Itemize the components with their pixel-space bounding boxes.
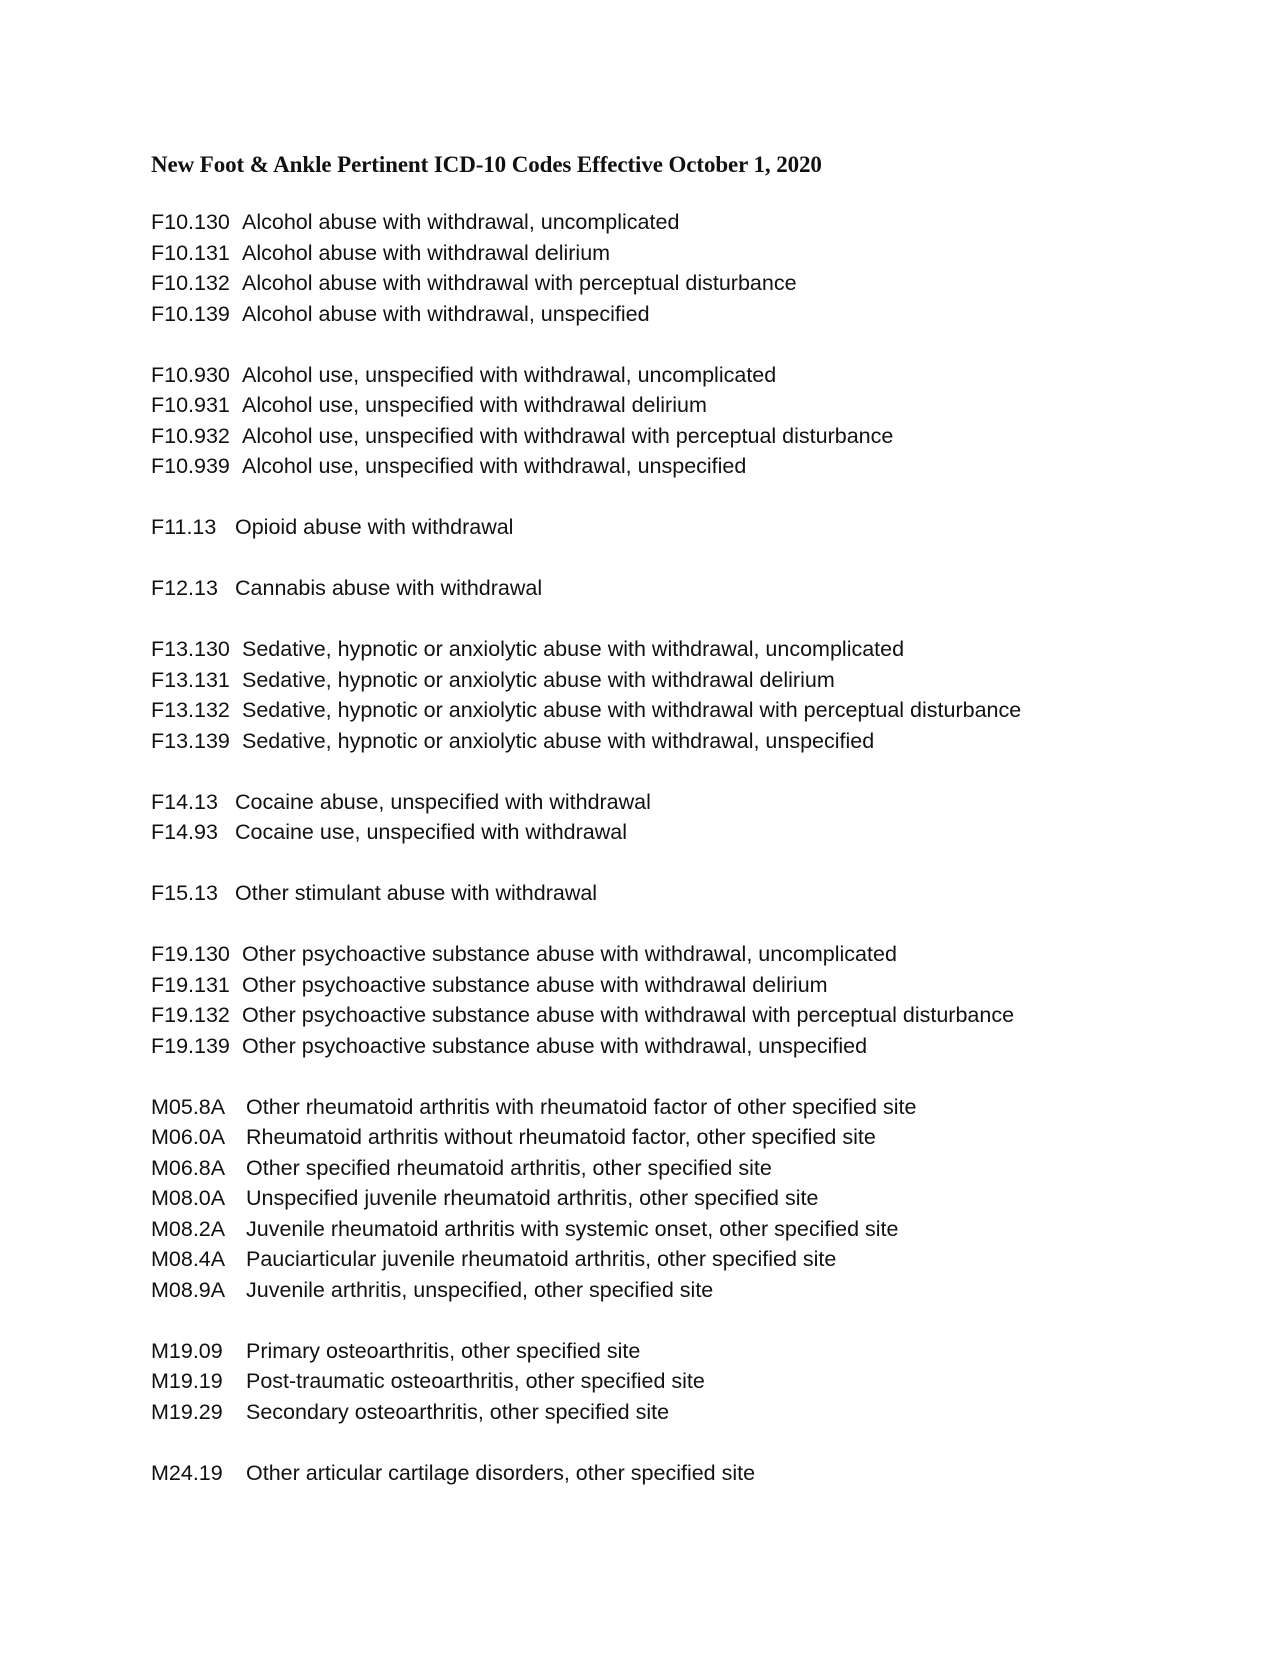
code-list — [151, 207, 1231, 1488]
code-description: Juvenile rheumatoid arthritis with systemic onset, other specified site — [246, 1216, 899, 1241]
code-description: Alcohol use, unspecified with withdrawal with perceptual disturbance — [242, 423, 894, 448]
code-description: Unspecified juvenile rheumatoid arthritis, other specified site — [246, 1186, 819, 1210]
code-entry — [151, 268, 1231, 299]
icd-code: M06.0A — [151, 1125, 226, 1149]
icd-code: F13.131 — [151, 667, 230, 692]
code-entry — [151, 1092, 1231, 1123]
icd-code: F10.939 — [151, 454, 230, 478]
code-entry — [151, 512, 1231, 543]
icd-code: F13.132 — [151, 698, 230, 722]
code-entry — [151, 451, 1231, 482]
icd-code: M08.2A — [151, 1216, 226, 1241]
code-group-m05-m08 — [151, 1092, 1231, 1306]
icd-code: F10.931 — [151, 393, 230, 417]
code-description: Alcohol abuse with withdrawal, unspecified — [242, 301, 650, 326]
code-entry — [151, 1275, 1231, 1306]
code-description: Alcohol use, unspecified with withdrawal, uncomplicated — [242, 362, 777, 387]
code-description: Primary osteoarthritis, other specified site — [246, 1338, 641, 1363]
code-entry — [151, 1366, 1231, 1397]
icd-code: F10.132 — [151, 271, 230, 295]
code-group-f10-1 — [151, 207, 1231, 329]
code-description: Juvenile arthritis, unspecified, other specified site — [246, 1277, 714, 1302]
code-entry — [151, 970, 1231, 1001]
code-description: Rheumatoid arthritis without rheumatoid factor, other specified site — [246, 1125, 876, 1149]
code-group-f13 — [151, 634, 1231, 756]
icd-code: F10.139 — [151, 301, 230, 326]
icd-code: F13.130 — [151, 637, 230, 661]
code-group-f11 — [151, 512, 1231, 543]
code-description: Alcohol abuse with withdrawal delirium — [242, 240, 611, 265]
code-description: Other psychoactive substance abuse with withdrawal delirium — [242, 972, 828, 997]
code-description: Alcohol abuse with withdrawal, uncomplicated — [242, 210, 680, 234]
icd-code: M08.9A — [151, 1277, 226, 1302]
code-entry — [151, 1458, 1231, 1489]
code-entry — [151, 238, 1231, 269]
icd-code: F14.13 — [151, 789, 218, 814]
code-description: Sedative, hypnotic or anxiolytic abuse with withdrawal, uncomplicated — [242, 637, 905, 661]
code-description: Alcohol use, unspecified with withdrawal delirium — [242, 393, 707, 417]
code-entry — [151, 1214, 1231, 1245]
icd-code: F15.13 — [151, 881, 218, 905]
icd-code: F10.930 — [151, 362, 230, 387]
code-description: Pauciarticular juvenile rheumatoid arthritis, other specified site — [246, 1247, 837, 1271]
code-entry — [151, 817, 1231, 848]
code-description: Sedative, hypnotic or anxiolytic abuse with withdrawal with perceptual disturbance — [242, 698, 1022, 722]
code-group-f14 — [151, 787, 1231, 848]
icd-code: F10.932 — [151, 423, 230, 448]
code-entry — [151, 665, 1231, 696]
code-description: Other psychoactive substance abuse with withdrawal, uncomplicated — [242, 942, 897, 966]
code-entry — [151, 1153, 1231, 1184]
code-group-f19 — [151, 939, 1231, 1061]
icd-code: F19.130 — [151, 942, 230, 966]
icd-code: F11.13 — [151, 515, 217, 539]
code-description: Other psychoactive substance abuse with withdrawal with perceptual disturbance — [242, 1003, 1015, 1027]
code-entry — [151, 1244, 1231, 1275]
code-entry — [151, 390, 1231, 421]
icd-code: M08.4A — [151, 1247, 226, 1271]
code-entry — [151, 1122, 1231, 1153]
code-entry — [151, 1031, 1231, 1062]
icd-code: F19.132 — [151, 1003, 230, 1027]
code-description: Other specified rheumatoid arthritis, other specified site — [246, 1155, 772, 1180]
code-description: Other stimulant abuse with withdrawal — [235, 881, 598, 905]
code-entry — [151, 1000, 1231, 1031]
code-entry — [151, 1183, 1231, 1214]
code-description: Sedative, hypnotic or anxiolytic abuse with withdrawal, unspecified — [242, 728, 875, 753]
code-description: Cocaine use, unspecified with withdrawal — [235, 820, 627, 844]
icd-code: F10.131 — [151, 240, 230, 265]
icd-code: M06.8A — [151, 1155, 226, 1180]
code-description: Cocaine abuse, unspecified with withdrawal — [235, 789, 651, 814]
code-entry — [151, 360, 1231, 391]
code-entry — [151, 299, 1231, 330]
code-description: Secondary osteoarthritis, other specified site — [246, 1399, 670, 1424]
icd-code: M19.29 — [151, 1399, 223, 1424]
code-description: Other rheumatoid arthritis with rheumatoid factor of other specified site — [246, 1094, 917, 1119]
icd-code: F12.13 — [151, 576, 218, 600]
icd-code: M24.19 — [151, 1460, 223, 1485]
icd-code: M08.0A — [151, 1186, 226, 1210]
document-title: New Foot & Ankle Pertinent ICD-10 Codes Effective October 1, 2020 — [151, 152, 822, 177]
icd-code: F19.131 — [151, 972, 230, 997]
code-entry — [151, 634, 1231, 665]
code-entry — [151, 878, 1231, 909]
code-group-f15 — [151, 878, 1231, 909]
code-entry — [151, 939, 1231, 970]
code-entry — [151, 573, 1231, 604]
code-description: Other articular cartilage disorders, other specified site — [246, 1460, 756, 1485]
code-group-m24 — [151, 1458, 1231, 1489]
code-group-f12 — [151, 573, 1231, 604]
code-entry — [151, 1397, 1231, 1428]
code-description: Cannabis abuse with withdrawal — [235, 576, 543, 600]
icd-code: M05.8A — [151, 1094, 226, 1119]
code-entry — [151, 695, 1231, 726]
icd-code: F13.139 — [151, 728, 230, 753]
code-description: Alcohol use, unspecified with withdrawal, unspecified — [242, 454, 747, 478]
code-group-m19 — [151, 1336, 1231, 1428]
code-entry — [151, 1336, 1231, 1367]
code-description: Other psychoactive substance abuse with withdrawal, unspecified — [242, 1033, 868, 1058]
code-group-f10-9 — [151, 360, 1231, 482]
code-description: Sedative, hypnotic or anxiolytic abuse with withdrawal delirium — [242, 667, 835, 692]
icd-code: M19.09 — [151, 1338, 223, 1363]
code-entry — [151, 421, 1231, 452]
icd-code: F10.130 — [151, 210, 230, 234]
code-description: Alcohol abuse with withdrawal with perceptual disturbance — [242, 271, 797, 295]
code-entry — [151, 207, 1231, 238]
code-description: Opioid abuse with withdrawal — [235, 515, 514, 539]
code-entry — [151, 726, 1231, 757]
icd-code: M19.19 — [151, 1369, 223, 1393]
icd-code: F14.93 — [151, 820, 218, 844]
code-entry — [151, 787, 1231, 818]
document-page — [151, 150, 1231, 1519]
code-description: Post-traumatic osteoarthritis, other specified site — [246, 1369, 705, 1393]
icd-code: F19.139 — [151, 1033, 230, 1058]
